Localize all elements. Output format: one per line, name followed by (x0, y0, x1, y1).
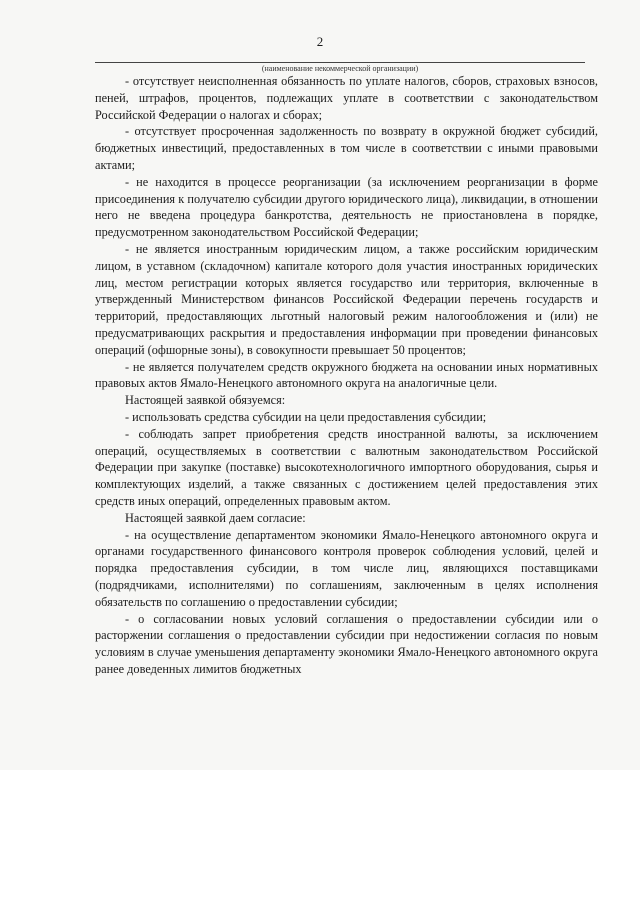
header-caption: (наименование некоммерческой организации) (261, 64, 419, 73)
paragraph-no-reorganization: - не находится в процессе реорганизации (за исключением реорганизации в форме присоединения к получателю субсидии другого юридического лица), ликвидации, в отношении него не введена процедура банкротства, деятельность не приостановлена в порядке, предусмотренном законодательством Российской Федерации; (95, 174, 598, 240)
paragraph-not-foreign-entity: - не является иностранным юридическим лицом, а также российским юридическим лицом, в уставном (складочном) капитале которого доля участия иностранных юридических лиц, местом регистрации которых является государство или территория, включенные в утвержденный Министерством финансов Российской Федерации перечень государств и территорий, предоставляющих льготный налоговый режим налогообложения и (или) не предусматривающих раскрытия и предоставления информации при проведении финансовых операций (офшорные зоны), в совокупности превышает 50 процентов; (95, 241, 598, 357)
paragraph-consent-new-terms: - о согласовании новых условий соглашения о предоставлении субсидии или о расторжении соглашения о предоставлении субсидии при недостижении согласия по новым условиям в случае уменьшения департаменту экономики Ямало-Ненецкого автономного округа ранее доведенных лимитов бюджетных (95, 611, 598, 676)
paragraph-consent-inspections: - на осуществление департаментом экономики Ямало-Ненецкого автономного округа и органами государственного финансового контроля проверок соблюдения условий, целей и порядка предоставления субсидии, в том числе лиц, являющихся поставщиками (подрядчиками, исполнителями) по соглашениям, заключенным в целях исполнения обязательств по соглашению о предоставлении субсидии; (95, 527, 598, 609)
page-number: 2 (316, 34, 324, 49)
paragraph-consent-heading: Настоящей заявкой даем согласие: (125, 510, 306, 525)
document-body (95, 73, 598, 678)
header-rule (95, 62, 585, 63)
paragraph-no-overdue-debt: - отсутствует просроченная задолженность по возврату в окружной бюджет субсидий, бюджетных инвестиций, предоставленных в том числе в соответствии с иными правовыми актами; (95, 124, 598, 172)
paragraph-use-funds: - использовать средства субсидии на цели предоставления субсидии; (125, 409, 487, 424)
paragraph-no-tax-debt: - отсутствует неисполненная обязанность по уплате налогов, сборов, страховых взносов, пеней, штрафов, процентов, подлежащих уплате в соответствии с законодательством Российской Федерации о налогах и сборах; (95, 74, 598, 122)
paragraph-obligations-heading: Настоящей заявкой обязуемся: (125, 393, 286, 408)
blank-margin (0, 770, 640, 905)
paragraph-not-other-recipient: - не является получателем средств окружного бюджета на основании иных нормативных правовых актов Ямало-Ненецкого автономного округа на аналогичные цели. (95, 359, 598, 391)
paragraph-currency-ban: - соблюдать запрет приобретения средств иностранной валюты, за исключением операций, осуществляемых в соответствии с валютным законодательством Российской Федерации при закупке (поставке) высокотехнологичного импортного оборудования, сырья и комплектующих изделий, а также связанных с достижением целей предоставления этих средств иных операций, определенных правовым актом. (95, 426, 598, 508)
